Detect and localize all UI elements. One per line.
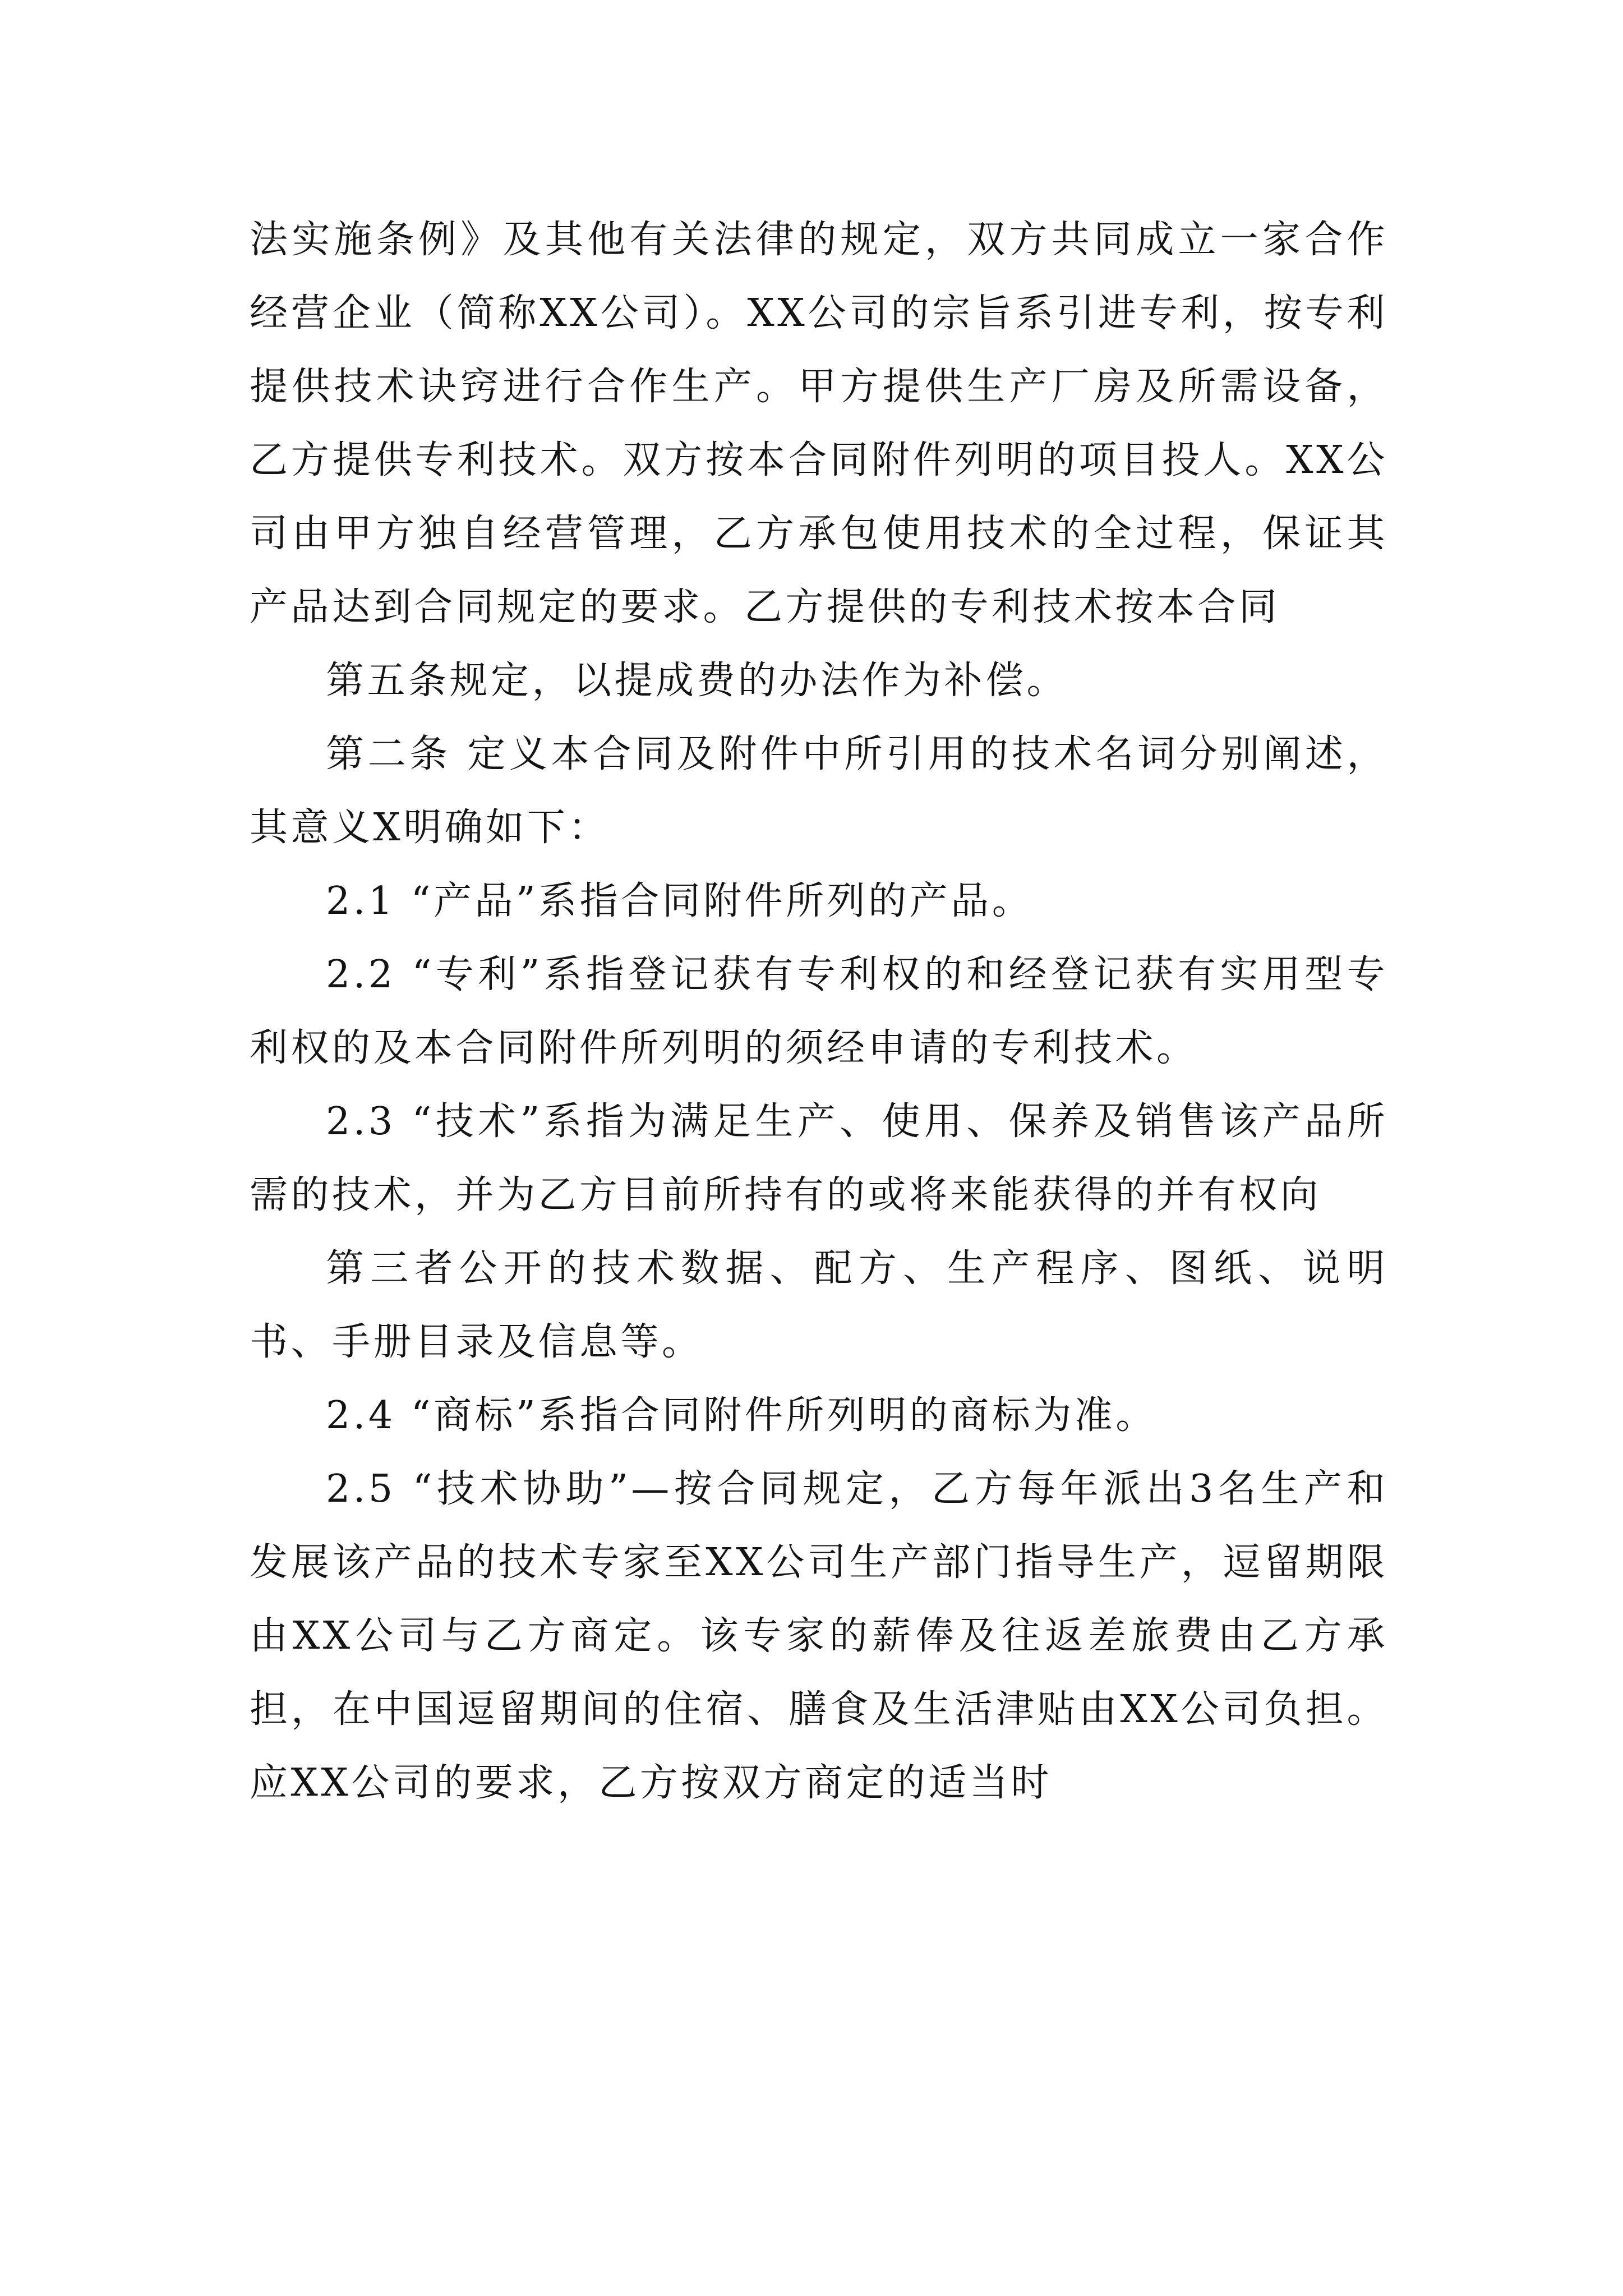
paragraph-7: 第三者公开的技术数据、配方、生产程序、图纸、说明书、手册目录及信息等。 [250,1246,1388,1364]
paragraph-3: 第二条 定义本合同及附件中所引用的技术名词分别阐述，其意义X明确如下： [250,732,1388,850]
contract-text-body [250,203,1388,1820]
paragraph-6: 2.3 “技术”系指为满足生产、使用、保养及销售该产品所需的技术，并为乙方目前所持有的或将来能获得的并有权向 [250,1099,1388,1217]
paragraph-2: 第五条规定，以提成费的办法作为补偿。 [326,659,1068,703]
paragraph-4: 2.1 “产品”系指合同附件所列的产品。 [326,879,1034,923]
paragraph-1: 法实施条例》及其他有关法律的规定，双方共同成立一家合作经营企业（简称XX公司）。XX公司的宗旨系引进专利，按专利提供技术诀窍进行合作生产。甲方提供生产厂房及所需设备，乙方提供专利技术。双方按本合同附件列明的项目投人。XX公司由甲方独自经营管理，乙方承包使用技术的全过程，保证其产品达到合同规定的要求。乙方提供的专利技术按本合同 [250,218,1388,629]
paragraph-8: 2.4 “商标”系指合同附件所列明的商标为准。 [326,1393,1157,1438]
paragraph-5: 2.2 “专利”系指登记获有专利权的和经登记获有实用型专利权的及本合同附件所列明的须经申请的专利技术。 [250,953,1388,1070]
paragraph-9: 2.5 “技术协助”—按合同规定，乙方每年派出3名生产和发展该产品的技术专家至XX公司生产部门指导生产，逗留期限由XX公司与乙方商定。该专家的薪俸及往返差旅费由乙方承担，在中国逗留期间的住宿、膳食及生活津贴由XX公司负担。应XX公司的要求，乙方按双方商定的适当时 [250,1467,1388,1805]
